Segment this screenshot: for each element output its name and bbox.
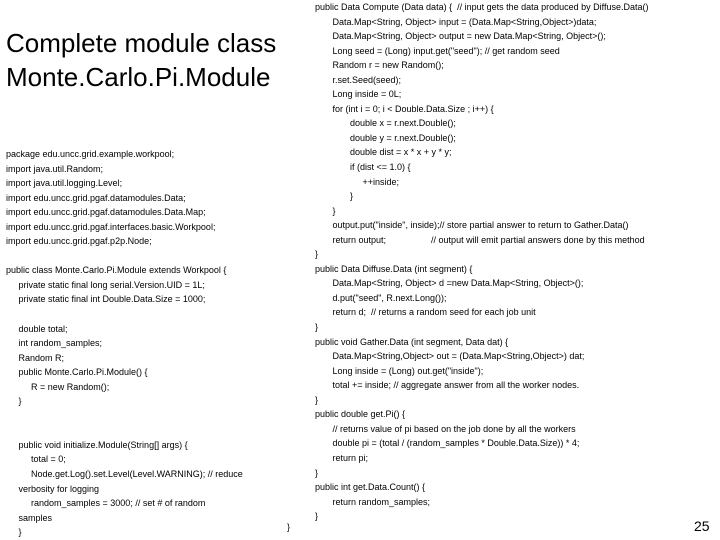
code-line: Random r = new Random(); (315, 60, 444, 71)
code-line: private static final long serial.Version.UID = 1L; (6, 279, 205, 290)
code-line: } (315, 249, 319, 260)
code-line: Long seed = (Long) input.get("seed"); // get random seed (315, 45, 560, 56)
code-line: Data.Map<String, Object> input = (Data.Map<String,Object>)data; (315, 16, 597, 27)
code-line (6, 249, 243, 264)
code-line: import edu.uncc.grid.pgaf.interfaces.basic.Workpool; (6, 221, 216, 232)
code-line: double total; (6, 323, 68, 334)
code-line: d.put("seed", R.next.Long()); (315, 292, 447, 303)
code-line (6, 409, 243, 424)
code-line: return d; // returns a random seed for each job unit (315, 307, 536, 318)
code-line: public int get.Data.Count() { (315, 482, 426, 493)
code-line: R = new Random(); (6, 381, 110, 392)
code-line: import java.util.Random; (6, 163, 104, 174)
right-code-block (315, 0, 649, 524)
code-line: output.put("inside", inside);// store partial answer to return to Gather.Data() (315, 220, 629, 231)
code-line: r.set.Seed(seed); (315, 74, 402, 85)
page-number: 25 (694, 518, 710, 534)
code-line: import java.util.logging.Level; (6, 178, 123, 189)
code-line: Random R; (6, 352, 65, 363)
code-line: public void Gather.Data (int segment, Data dat) { (315, 336, 509, 347)
code-line: Data.Map<String, Object> d =new Data.Map<String, Object>(); (315, 278, 584, 289)
code-line: public void initialize.Module(String[] args) { (6, 439, 188, 450)
code-line: total = 0; (6, 454, 66, 465)
code-line: double x = r.next.Double(); (315, 118, 456, 129)
code-line: return output; // output will emit partial answers done by this method (315, 234, 645, 245)
code-line: } (315, 511, 319, 522)
code-line: public class Monte.Carlo.Pi.Module extends Workpool { (6, 265, 227, 276)
code-line: if (dist <= 1.0) { (315, 162, 411, 173)
code-line (6, 307, 243, 322)
class-closing-brace: } (287, 522, 291, 532)
code-line: public double get.Pi() { (315, 409, 406, 420)
code-line: import edu.uncc.grid.pgaf.datamodules.Data.Map; (6, 207, 206, 218)
code-line: double pi = (total / (random_samples * Double.Data.Size)) * 4; (315, 438, 580, 449)
code-line: public Monte.Carlo.Pi.Module() { (6, 367, 148, 378)
code-line: verbosity for logging (6, 483, 100, 494)
code-line: total += inside; // aggregate answer from all the worker nodes. (315, 380, 580, 391)
code-line: Data.Map<String,Object> out = (Data.Map<String,Object>) dat; (315, 351, 585, 362)
code-line: } (315, 191, 354, 202)
code-line: Node.get.Log().set.Level(Level.WARNING); // reduce (6, 469, 243, 480)
title-line-2: Monte.Carlo.Pi.Module (6, 62, 271, 92)
code-line: import edu.uncc.grid.pgaf.datamodules.Data; (6, 192, 186, 203)
code-line: return pi; (315, 452, 369, 463)
code-line (6, 423, 243, 438)
code-line: public Data Compute (Data data) { // input gets the data produced by Diffuse.Data() (315, 2, 649, 12)
code-line: } (315, 467, 319, 478)
code-line: } (315, 394, 319, 405)
code-line: random_samples = 3000; // set # of random (6, 498, 206, 509)
code-line: double dist = x * x + y * y; (315, 147, 452, 158)
code-line: } (315, 322, 319, 333)
code-line: return random_samples; (315, 496, 431, 507)
code-line: package edu.uncc.grid.example.workpool; (6, 149, 175, 159)
code-line: private static final int Double.Data.Size = 1000; (6, 294, 206, 305)
code-line: public Data Diffuse.Data (int segment) { (315, 263, 473, 274)
title-line-1: Complete module class (6, 28, 277, 58)
slide-title (6, 26, 306, 94)
code-line: for (int i = 0; i < Double.Data.Size ; i++) { (315, 103, 494, 114)
code-line: ++inside; (315, 176, 400, 187)
code-line: double y = r.next.Double(); (315, 132, 456, 143)
code-line: } (315, 205, 336, 216)
code-line: // returns value of pi based on the job done by all the workers (315, 423, 576, 434)
code-line: int random_samples; (6, 338, 103, 349)
code-line: Data.Map<String, Object> output = new Data.Map<String, Object>(); (315, 31, 606, 42)
code-line: samples (6, 512, 53, 523)
code-line: Long inside = (Long) out.get("inside"); (315, 365, 484, 376)
code-line: } (6, 396, 22, 407)
left-code-block (6, 147, 243, 540)
code-line: import edu.uncc.grid.pgaf.p2p.Node; (6, 236, 152, 247)
code-line: Long inside = 0L; (315, 89, 402, 100)
code-line: } (6, 527, 22, 538)
